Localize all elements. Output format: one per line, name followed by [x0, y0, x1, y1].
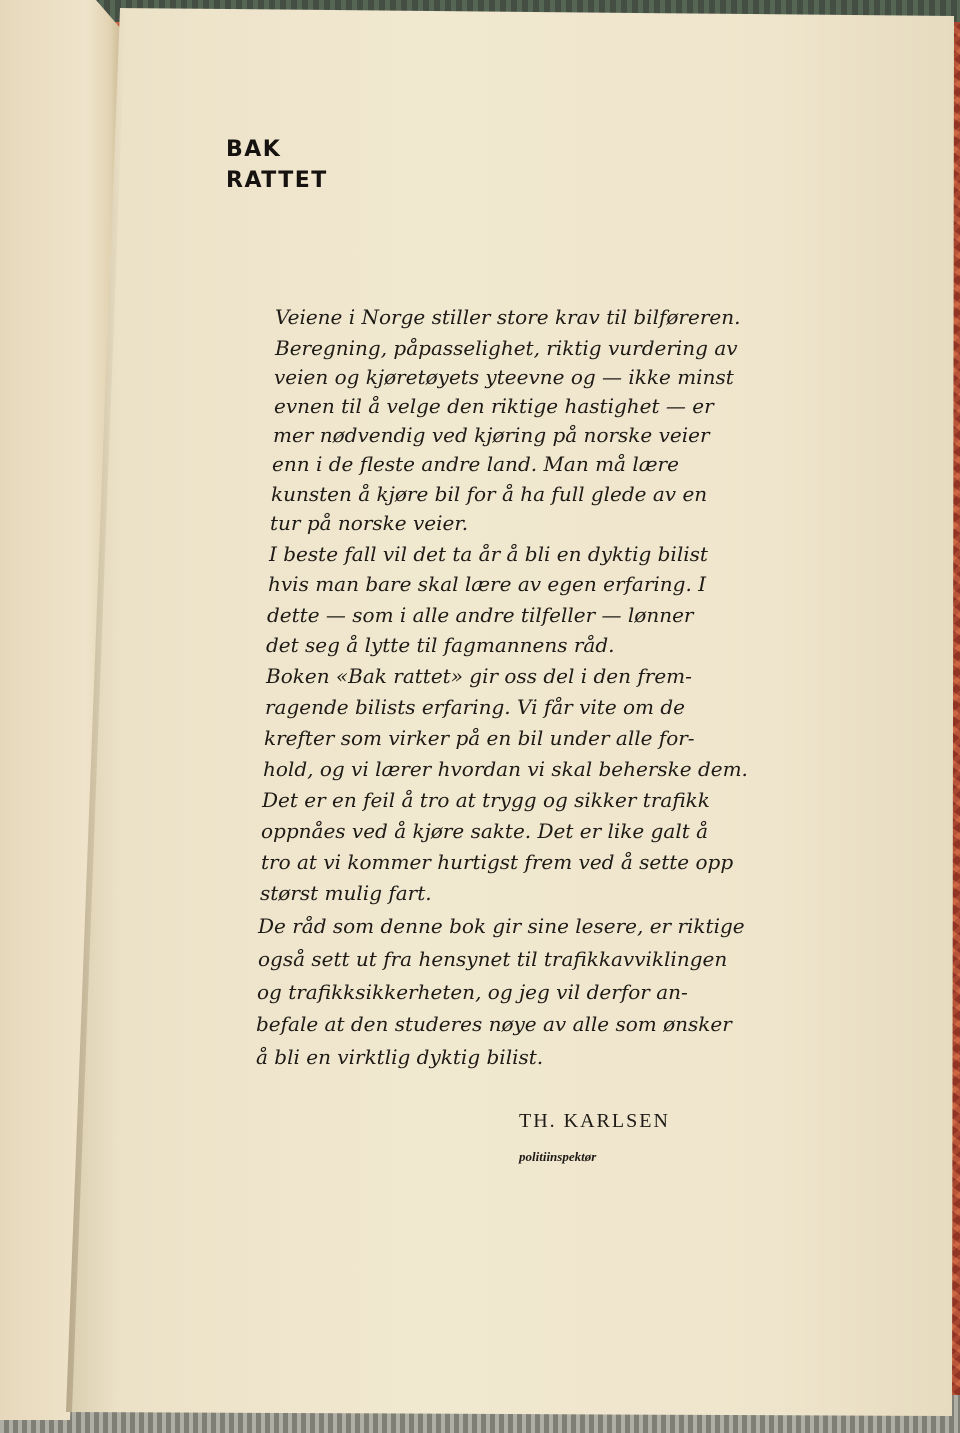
text-line: dette — som i alle andre tilfeller — lønner — [267, 603, 694, 627]
text-line: veien og kjøretøyets yteevne og — ikke minst — [274, 365, 734, 389]
text-line: og trafikksikkerheten, og jeg vil derfor an- — [257, 980, 688, 1004]
title-line-2: RATTET — [226, 168, 328, 193]
text-line: tur på norske veier. — [270, 511, 469, 535]
text-line: oppnåes ved å kjøre sakte. Det er like galt å — [261, 819, 709, 843]
signature-name: TH. KARLSEN — [519, 1110, 670, 1132]
text-line: kunsten å kjøre bil for å ha full glede av en — [271, 482, 708, 506]
text-line: evnen til å velge den riktige hastighet — er — [274, 394, 714, 418]
text-line: Boken «Bak rattet» gir oss del i den frem- — [266, 664, 692, 688]
text-line: befale at den studeres nøye av alle som ønsker — [256, 1012, 732, 1036]
text-line: De råd som denne bok gir sine lesere, er riktige — [258, 914, 745, 938]
text-line: Veiene i Norge stiller store krav til bilføreren. — [275, 305, 741, 329]
text-line: enn i de fleste andre land. Man må lære — [272, 452, 679, 476]
text-line: krefter som virker på en bil under alle for- — [264, 726, 695, 750]
text-line: størst mulig fart. — [260, 881, 432, 905]
text-line: hvis man bare skal lære av egen erfaring. I — [268, 572, 707, 596]
text-line: også sett ut fra hensynet til trafikkavviklingen — [258, 947, 728, 971]
title-line-1: BAK — [226, 137, 282, 162]
signature-role: politiinspektør — [519, 1149, 597, 1164]
page-title — [226, 134, 328, 196]
text-line: I beste fall vil det ta år å bli en dyktig bilist — [269, 542, 708, 566]
text-line: ragende bilists erfaring. Vi får vite om de — [265, 695, 686, 719]
text-line: mer nødvendig ved kjøring på norske veier — [273, 423, 710, 447]
text-line: å bli en virktlig dyktig bilist. — [256, 1045, 544, 1069]
text-line: hold, og vi lærer hvordan vi skal beherske dem. — [263, 757, 748, 781]
text-line: tro at vi kommer hurtigst frem ved å sette opp — [261, 850, 734, 874]
text-line: det seg å lytte til fagmannens råd. — [266, 633, 615, 657]
text-line: Beregning, påpasselighet, riktig vurdering av — [275, 336, 738, 360]
text-line: Det er en feil å tro at trygg og sikker trafikk — [262, 788, 710, 812]
